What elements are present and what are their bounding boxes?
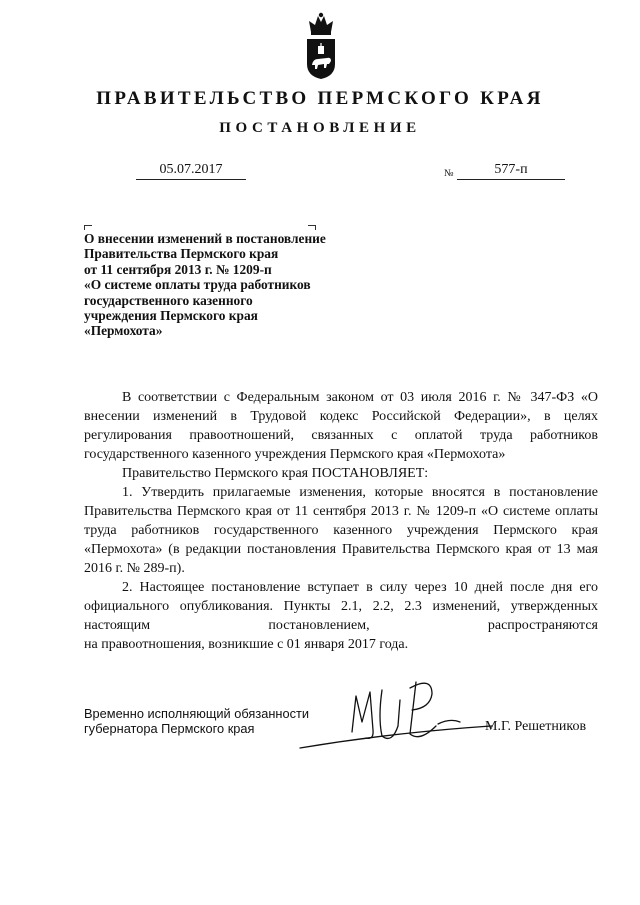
subject-line: «Пермохота» — [84, 323, 163, 339]
subject-line: от 11 сентября 2013 г. № 1209-п — [84, 261, 272, 277]
subject-line: «О системе оплаты труда работников — [84, 277, 311, 293]
document-type: ПОСТАНОВЛЕНИЕ — [219, 120, 421, 136]
body-paragraph-item-2-continued: на правоотношения, возникшие с 01 января 2017 года. — [84, 637, 409, 652]
body-paragraph-resolves: Правительство Пермского края ПОСТАНОВЛЯЕТ: — [122, 466, 429, 481]
signer-title-line: губернатора Пермского края — [84, 721, 255, 736]
document-date: 05.07.2017 — [136, 162, 246, 180]
signer-name: М.Г. Решетников — [485, 719, 587, 734]
government-title: ПРАВИТЕЛЬСТВО ПЕРМСКОГО КРАЯ — [96, 88, 544, 109]
signer-title-line: Временно исполняющий обязанности — [84, 706, 309, 721]
handwritten-signature — [270, 660, 500, 760]
document-subject — [84, 231, 384, 339]
subject-corner-mark-left — [84, 225, 92, 230]
number-sign: № — [444, 168, 454, 179]
subject-line: О внесении изменений в постановление — [84, 231, 326, 246]
subject-line: Правительства Пермского края — [84, 246, 279, 262]
body-paragraph-item-2: 2. Настоящее постановление вступает в силу через 10 дней после дня его официального опубликования. Пункты 2.1, 2.2, 2.3 изменений, утвержденных настоящим постановлением, распространяются — [84, 580, 598, 633]
subject-corner-mark-right — [308, 225, 316, 230]
body-paragraph-preamble: В соответствии с Федеральным законом от 03 июля 2016 г. № 347-ФЗ «О внесении изменений в Трудовой кодекс Российской Федерации», в целях регулирования правоотношений, связанных с оплатой труда работников государственного казенного учреждения Пермского края «Пермохота» — [84, 390, 598, 462]
subject-line: учреждения Пермского края — [84, 308, 258, 324]
document-body — [84, 388, 598, 654]
coat-of-arms-icon — [305, 12, 337, 80]
document-number: 577-п — [457, 162, 565, 180]
body-paragraph-item-1: 1. Утвердить прилагаемые изменения, которые вносятся в постановление Правительства Пермского края от 11 сентября 2013 г. № 1209-п «О системе оплаты труда работников государственного казенного учреждения Пермского края «Пермохота» (в редакции постановления Правительства Пермского края от 13 мая 2016 г. № 289-п). — [84, 485, 598, 576]
subject-line: государственного казенного — [84, 292, 253, 308]
